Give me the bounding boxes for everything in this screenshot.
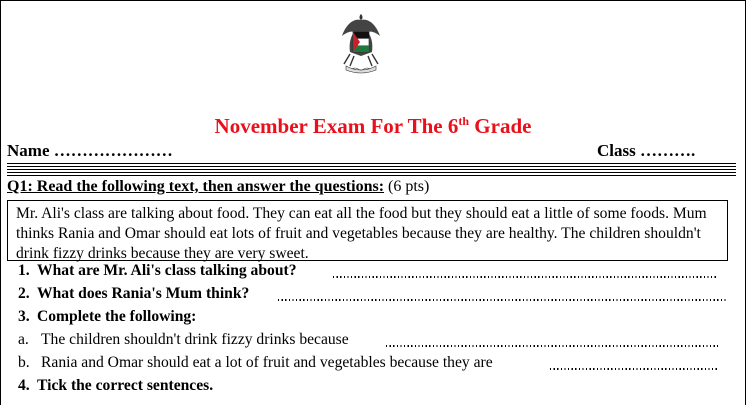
answer-blank[interactable]	[278, 299, 726, 301]
answer-blank[interactable]	[550, 368, 718, 370]
page-border-left	[0, 0, 1, 405]
exam-title: November Exam For The 6th Grade	[214, 114, 532, 138]
page-border-top	[0, 0, 746, 1]
name-field-label: Name …………………	[7, 141, 173, 160]
class-field-label: Class ……….	[597, 141, 696, 160]
reading-passage: Mr. Ali's class are talking about food. They can eat all the food but they should eat a little of some foods. Mum thinks Rania and Omar should eat lots of fruit and vegetables because they are healthy. The children shouldn't drink fizzy drinks because they are very sweet.	[7, 200, 728, 261]
palestine-eagle-emblem-icon	[340, 12, 382, 76]
header-divider	[7, 163, 736, 177]
answer-blank[interactable]	[333, 276, 718, 278]
answer-blank[interactable]	[386, 345, 718, 347]
question-1-heading: Q1: Read the following text, then answer the questions: (6 pts)	[7, 178, 430, 195]
